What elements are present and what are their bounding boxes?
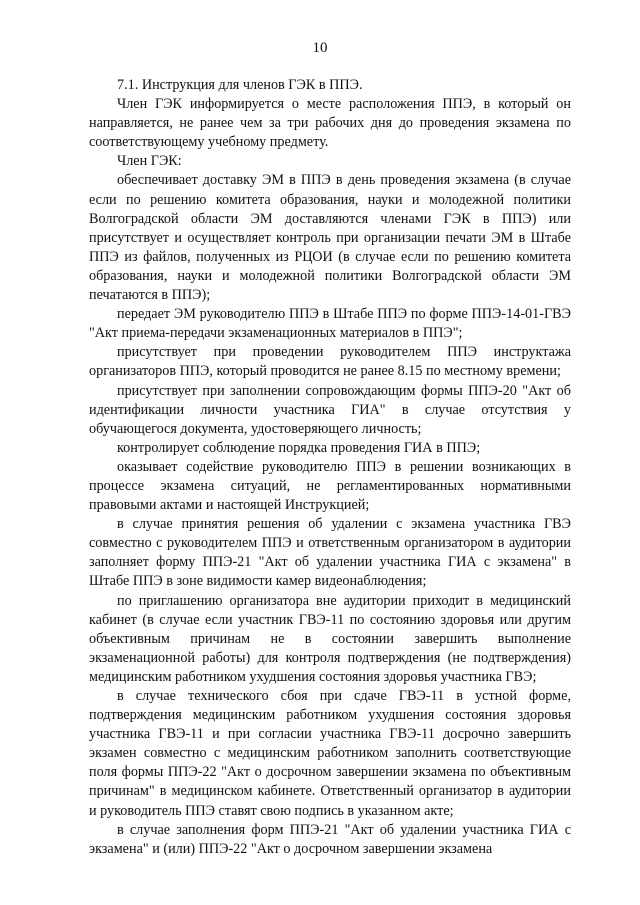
paragraph: Член ГЭК информируется о месте расположения ППЭ, в который он направляется, не ранее чем за три рабочих дня до проведения экзамена по соответствующему учебному предмету. xyxy=(89,96,571,151)
paragraph: контролирует соблюдение порядка проведения ГИА в ППЭ; xyxy=(117,439,481,456)
paragraph: передает ЭМ руководителю ППЭ в Штабе ППЭ по форме ППЭ-14-01-ГВЭ "Акт приема-передачи экзаменационных материалов в ППЭ"; xyxy=(89,306,571,342)
document-body xyxy=(89,76,571,859)
page-number: 10 xyxy=(312,40,328,56)
paragraph: оказывает содействие руководителю ППЭ в решении возникающих в процессе экзамена ситуаций, не регламентированных нормативными правовыми актами и настоящей Инструкцией; xyxy=(89,458,571,514)
paragraph: обеспечивает доставку ЭМ в ППЭ в день проведения экзамена (в случае если по решению комитета образования, науки и молодежной политики Волгоградской области ЭМ доставляются членами ГЭК в ППЭ) или присутствует и осуществляет контроль при организации печати ЭМ в Штабе ППЭ из файлов, полученных из РЦОИ (в случае если по решению комитета образования, науки и молодежной политики Волгоградской области ЭМ печатаются в ППЭ); xyxy=(89,172,571,304)
paragraph: присутствует при проведении руководителем ППЭ инструктажа организаторов ППЭ, который проводится не ранее 8.15 по местному времени; xyxy=(89,344,571,380)
paragraph: присутствует при заполнении сопровождающим формы ППЭ-20 "Акт об идентификации личности участника ГИА" в случае отсутствия у обучающегося документа, удостоверяющего личность; xyxy=(89,382,571,437)
paragraph: в случае заполнения форм ППЭ-21 "Акт об удалении участника ГИА с экзамена" и (или) ППЭ-22 "Акт о досрочном завершении экзамена xyxy=(89,821,571,857)
paragraph: в случае принятия решения об удалении с экзамена участника ГВЭ совместно с руководителем ППЭ и ответственным организатором в аудитории заполняет форму ППЭ-21 "Акт об удалении участника ГИА с экзамена" в Штабе ППЭ в зоне видимости камер видеонаблюдения; xyxy=(89,516,571,590)
paragraph: в случае технического сбоя при сдаче ГВЭ-11 в устной форме, подтверждения медицинским работником ухудшения состояния здоровья участника ГВЭ-11 и при согласии участника ГВЭ-11 досрочно завершить экзамен совместно с медицинским работником заполнить соответствующие поля формы ППЭ-22 "Акт о досрочном завершении экзамена по объективным причинам" в медицинском кабинете. Ответственный организатор в аудитории и руководитель ППЭ ставят свою подпись в указанном акте; xyxy=(89,688,571,819)
paragraph: по приглашению организатора вне аудитории приходит в медицинский кабинет (в случае если участник ГВЭ-11 по состоянию здоровья или другим объективным причинам не в состоянии завершить выполнение экзаменационной работы) для контроля подтверждения (не подтверждения) медицинским работником ухудшения состояния здоровья участника ГВЭ; xyxy=(89,592,571,685)
paragraph: Член ГЭК: xyxy=(117,153,182,170)
section-heading: 7.1. Инструкция для членов ГЭК в ППЭ. xyxy=(117,77,363,93)
